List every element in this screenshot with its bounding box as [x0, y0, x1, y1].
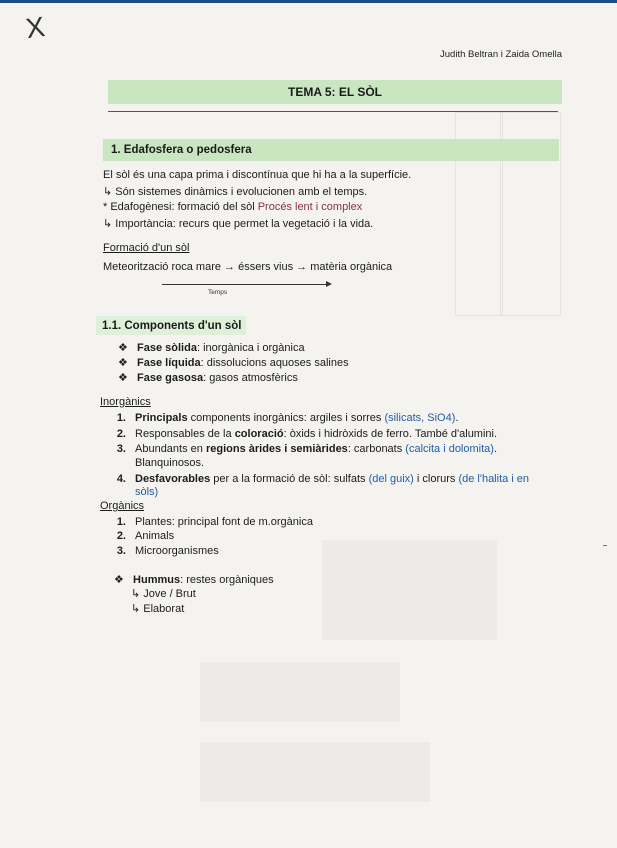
humus-name: Hummus — [133, 574, 181, 586]
page-title: TEMA 5: EL SÒL — [108, 80, 562, 104]
subsection-heading: 1.1. Components d'un sòl — [96, 316, 246, 335]
item-continuation: Blanquinosos. — [135, 457, 205, 469]
item-note: (de l'halita i en — [458, 473, 530, 485]
list-item: ↳ Elaborat — [131, 603, 185, 615]
phase-name: Fase gasosa — [137, 372, 204, 384]
item-note: (silicats, SiO4) — [384, 412, 456, 424]
organic-title: Orgànics — [100, 500, 145, 512]
formation-text: Meteorització roca mare → éssers vius → matèria orgànica — [103, 261, 393, 273]
list-number: 3. — [116, 545, 126, 557]
item-continuation: sòls) — [135, 486, 159, 498]
list-number: 3. — [116, 443, 126, 455]
authors: Judith Beltran i Zaida Omella — [440, 49, 562, 60]
list-item: ❖ Fase gasosa: gasos atmosfèrics — [118, 372, 298, 384]
phase-name: Fase líquida — [137, 357, 201, 369]
margin-mark — [603, 545, 607, 546]
item-end: . — [455, 412, 459, 424]
list-number: 1. — [116, 516, 126, 528]
list-item: Plantes: principal font de m.orgànica — [135, 516, 313, 528]
item-text: Abundants en — [135, 443, 206, 455]
list-number: 1. — [116, 412, 126, 424]
list-item — [135, 412, 458, 424]
humus-desc: : restes orgàniques — [180, 574, 274, 586]
edafogenesi-text: * Edafogènesi: formació del sòl — [103, 201, 258, 213]
list-item: ↳ Importància: recurs que permet la vegetació i la vida. — [103, 218, 374, 230]
item-text: Responsables de la — [135, 428, 235, 440]
list-number: 2. — [116, 530, 126, 542]
title-divider — [108, 111, 558, 112]
list-number: 2. — [116, 428, 126, 440]
list-item: ❖ Fase líquida: dissolucions aquoses salines — [118, 357, 349, 369]
phase-desc: : gasos atmosfèrics — [203, 372, 298, 384]
list-item — [135, 428, 497, 440]
bleed-through-image — [322, 540, 497, 640]
list-item: Animals — [135, 530, 175, 542]
phase-desc: : inorgànica i orgànica — [196, 342, 305, 354]
item-end: . — [493, 443, 497, 455]
bleed-through-image — [200, 742, 430, 802]
item-note: (del guix) — [368, 473, 414, 485]
list-item: ❖ Hummus: restes orgàniques — [114, 574, 274, 586]
item-text: : carbonats — [347, 443, 406, 455]
scan-edge — [0, 0, 617, 3]
item-text: i clorurs — [413, 473, 459, 485]
phase-name: Fase sòlida — [137, 342, 197, 354]
item-text: per a la formació de sòl: sulfats — [210, 473, 369, 485]
list-item: Microorganismes — [135, 545, 219, 557]
list-number: 4. — [116, 473, 126, 485]
humus-type: Elaborat — [143, 603, 185, 615]
time-arrow-head — [326, 281, 332, 287]
section-heading: 1. Edafosfera o pedosfera — [103, 139, 559, 161]
list-item — [103, 201, 362, 213]
formation-title: Formació d'un sòl — [103, 242, 190, 254]
phase-desc: : dissolucions aquoses salines — [200, 357, 349, 369]
item-text: components inorgànics: argiles i sorres — [187, 412, 385, 424]
list-item — [135, 443, 497, 455]
term: regions àrides i semiàrides — [205, 443, 348, 455]
list-item — [135, 473, 529, 485]
time-label: Temps — [208, 289, 228, 296]
list-item: ↳ Jove / Brut — [131, 588, 196, 600]
sub-point: Són sistemes dinàmics i evolucionen amb el temps. — [115, 186, 368, 198]
corner-mark: X — [23, 10, 47, 45]
intro-text: El sòl és una capa prima i discontínua que hi ha a la superfície. — [103, 169, 412, 181]
humus-type: Jove / Brut — [143, 588, 196, 600]
term: coloració — [234, 428, 284, 440]
time-arrow — [162, 284, 330, 285]
bleed-through-image — [200, 662, 400, 722]
term: Desfavorables — [135, 473, 211, 485]
edafogenesi-note: Procés lent i complex — [257, 201, 363, 213]
importance-text: Importància: recurs que permet la vegetació i la vida. — [115, 218, 374, 230]
list-item: ❖ Fase sòlida: inorgànica i orgànica — [118, 342, 305, 354]
item-note: (calcita i dolomita) — [405, 443, 494, 455]
term: Principals — [135, 412, 188, 424]
item-text: : òxids i hidròxids de ferro. També d'alumini. — [283, 428, 498, 440]
inorganic-title: Inorgànics — [100, 396, 151, 408]
list-item: ↳ Són sistemes dinàmics i evolucionen amb el temps. — [103, 186, 368, 198]
